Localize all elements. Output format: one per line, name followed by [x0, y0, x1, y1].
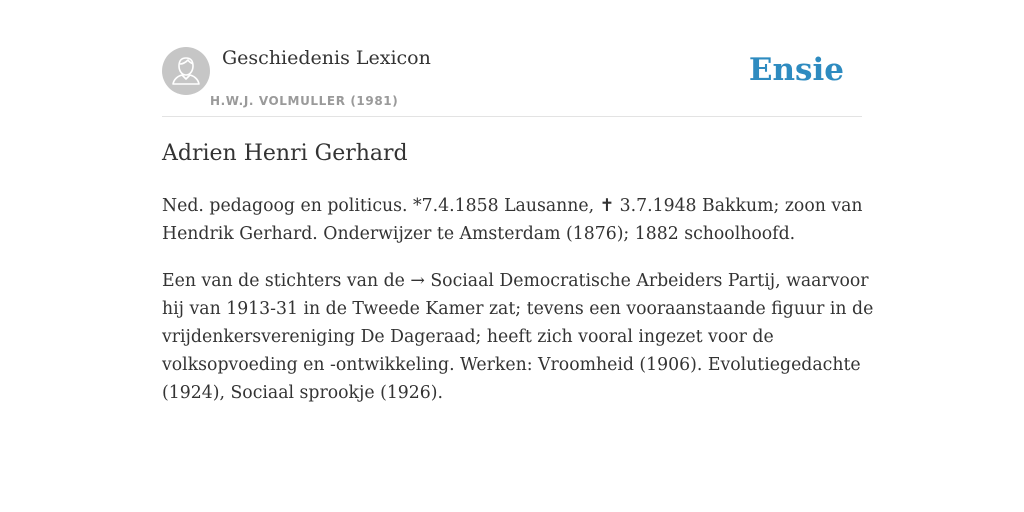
paragraph-line: Hendrik Gerhard. Onderwijzer te Amsterdam (1876); 1882 schoolhoofd.	[162, 224, 796, 244]
lexicon-title[interactable]: Geschiedenis Lexicon	[222, 47, 431, 69]
paragraph-line: Ned. pedagoog en politicus. *7.4.1858 Lausanne, ✝ 3.7.1948 Bakkum; zoon van	[162, 196, 863, 216]
entry-title: Adrien Henri Gerhard	[162, 141, 408, 166]
entry-header	[162, 46, 862, 117]
brand-logo[interactable]: Ensie	[748, 52, 844, 88]
paragraph-line: vrijdenkersvereniging De Dageraad; heeft zich vooral ingezet voor de	[162, 327, 774, 347]
paragraph-line: hij van 1913-31 in de Tweede Kamer zat; tevens een vooraanstaande figuur in de	[162, 299, 874, 319]
paragraph-line: volksopvoeding en -ontwikkeling. Werken: Vroomheid (1906). Evolutiegedachte	[162, 355, 861, 375]
entry-paragraph	[162, 267, 874, 407]
entry-paragraph	[162, 192, 862, 248]
paragraph-line-with-crossref-link[interactable]: Een van de stichters van de → Sociaal Democratische Arbeiders Partij, waarvoor	[162, 271, 869, 291]
paragraph-line: (1924), Sociaal sprookje (1926).	[162, 383, 444, 403]
user-avatar-icon[interactable]	[162, 47, 210, 95]
author-byline[interactable]: H.W.J. VOLMULLER (1981)	[210, 94, 399, 108]
